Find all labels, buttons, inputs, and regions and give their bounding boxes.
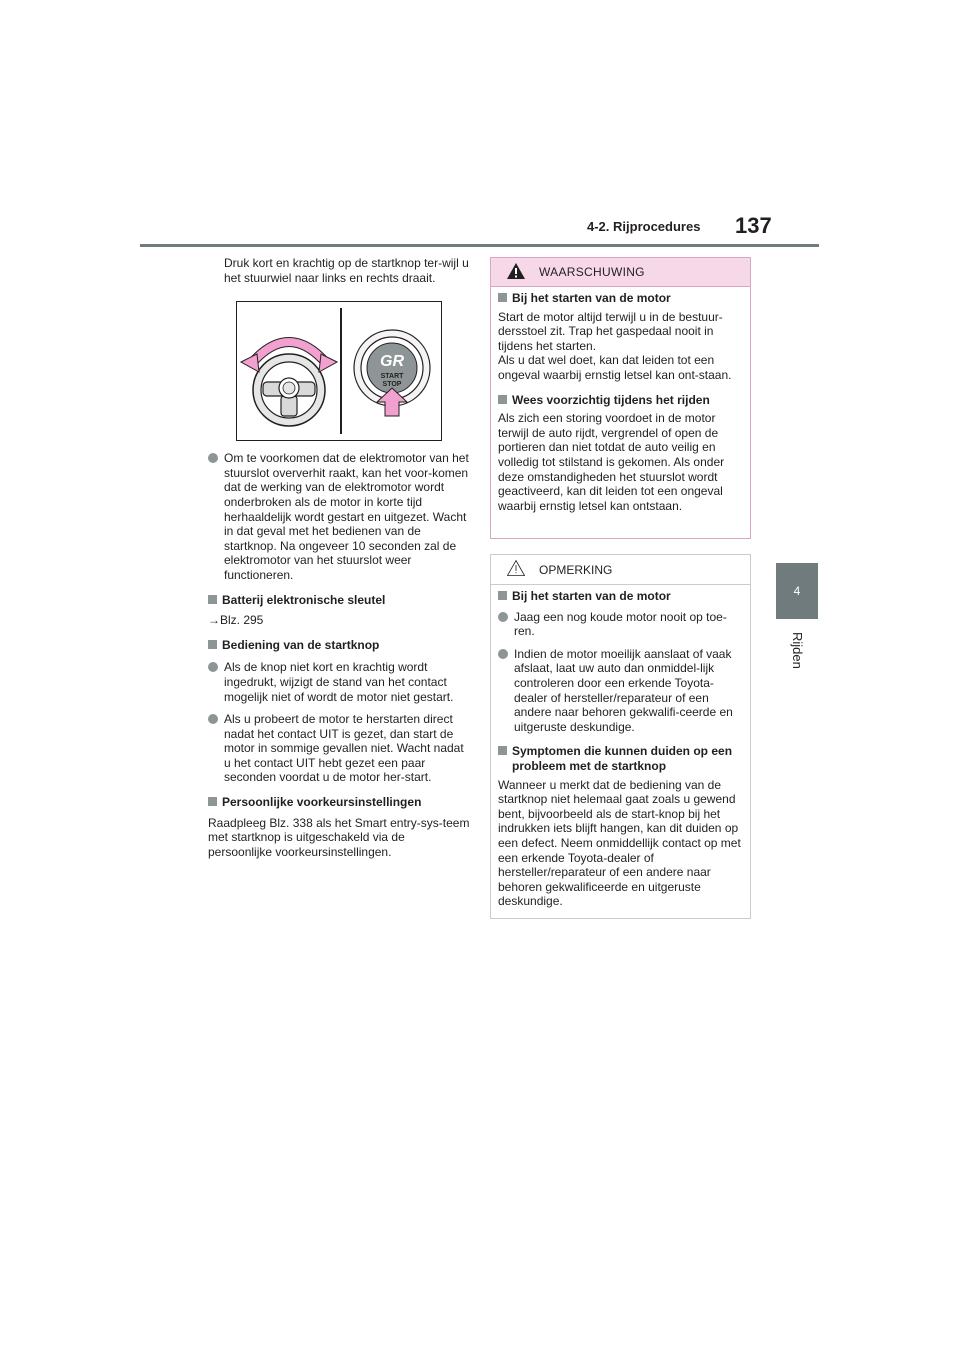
intro-paragraph: Druk kort en krachtig op de startknop ter-wijl u het stuurwiel naar links en rechts draait. [224, 256, 469, 285]
body-paragraph: Wanneer u merkt dat de bediening van de startknop niet helemaal gaat zoals u gewend bent, bijvoorbeeld als de start-knop bij het indrukken iets blijft hangen, kan dit duiden op een defect. Neem onmiddellijk contact op met een erkende Toyota-dealer of hersteller/reparateur of een andere naar behoren gekwalificeerde en uitgeruste deskundige. [498, 777, 741, 909]
heading-text: Bediening van de startknop [222, 637, 380, 652]
bullet-text: Als de knop niet kort en krachtig wordt ingedrukt, wijzigt de stand van het contact mogelijk niet of wordt de motor niet gestart. [224, 660, 454, 704]
chapter-label: Rijden [790, 632, 805, 669]
bullet-dot-icon [498, 612, 508, 622]
start-stop-button-icon [349, 320, 435, 430]
caution-outline-icon [506, 559, 526, 577]
body-paragraph: Raadpleeg Blz. 338 als het Smart entry-sys-teem met startknop is uitgeschakeld via de persoonlijke voorkeursinstellingen. [208, 815, 470, 859]
bullet-text: Als u probeert de motor te herstarten direct nadat het contact UIT is gezet, dan start de motor in sommige gevallen niet. Wacht nadat u het contact UIT hebt gezet een paar seconden voordat u de motor her-start. [224, 712, 464, 785]
warning-triangle-icon [506, 262, 526, 280]
bullet-dot-icon [208, 714, 218, 724]
list-item [498, 610, 742, 639]
square-bullet-icon [208, 797, 217, 806]
square-bullet-icon [498, 293, 507, 302]
heading-text: Symptomen die kunnen duiden op een probleem met de startknop [512, 744, 733, 773]
square-bullet-icon [498, 395, 507, 404]
section-title: 4-2. Rijprocedures [587, 219, 701, 234]
square-bullet-icon [498, 591, 507, 600]
page-reference-link[interactable]: →Blz. 295 [208, 613, 264, 628]
warning-box [490, 257, 751, 539]
section-heading [208, 638, 470, 653]
bullet-text: Jaag een nog koude motor nooit op toe-ren. [514, 609, 727, 639]
note-header [491, 555, 750, 585]
section-heading [498, 589, 742, 604]
warning-header [491, 258, 750, 287]
warning-title: WAARSCHUWING [539, 265, 645, 279]
section-heading [498, 393, 742, 408]
heading-text: Bij het starten van de motor [512, 291, 671, 305]
heading-text: Bij het starten van de motor [512, 589, 671, 603]
note-box [490, 554, 751, 919]
body-paragraph: Start de motor altijd terwijl u in de bestuur-dersstoel zit. Trap het gaspedaal nooit in tijdens het starten. [498, 309, 723, 353]
square-bullet-icon [208, 640, 217, 649]
list-item [498, 647, 742, 735]
button-text-stop: STOP [382, 381, 402, 389]
note-title: OPMERKING [539, 563, 613, 577]
bullet-text: Om te voorkomen dat de elektromotor van het stuurslot oververhit raakt, kan het voor-komen dat de werking van de elektromotor wordt onderbroken als de motor in korte tijd herhaaldelijk wordt gestart en uitgezet. Wacht in dat geval met het bedienen van de startknop. Na ongeveer 10 seconden zal de elektromotor van het stuurslot weer functioneren. [224, 451, 469, 582]
section-heading [498, 291, 742, 306]
heading-text: Batterij elektronische sleutel [222, 592, 386, 607]
bullet-dot-icon [498, 649, 508, 659]
list-item [208, 712, 470, 785]
square-bullet-icon [208, 595, 217, 604]
left-column [208, 256, 470, 859]
list-item [208, 451, 470, 582]
page-number: 137 [735, 213, 772, 238]
svg-text:GR: GR [380, 353, 404, 371]
heading-text: Wees voorzichtig tijdens het rijden [512, 392, 710, 407]
heading-text: Persoonlijke voorkeursinstellingen [222, 795, 422, 810]
section-heading [208, 795, 470, 810]
body-paragraph: Als u dat wel doet, kan dat leiden tot een ongeval waarbij ernstig letsel kan ont-staan. [498, 353, 732, 382]
body-paragraph: Als zich een storing voordoet in de motor terwijl de auto rijdt, vergrendel of open de portieren dan niet totdat de auto veilig en volledig tot stilstand is gekomen. Als onder deze omstandigheden het stuurslot wordt geactiveerd, kan dit leiden tot een ongeval waarbij ernstig letsel kan ontstaan. [498, 411, 725, 513]
bullet-text: Indien de motor moeilijk aanslaat of vaak afslaat, laat uw auto dan onmiddel-lijk controleren door een erkende Toyota-dealer of hersteller/reparateur of een andere naar behoren gekwalifi-ceerde en uitgeruste deskundige. [514, 646, 733, 734]
list-item [208, 660, 470, 704]
chapter-tab: 4 [776, 563, 818, 619]
figure-divider [340, 308, 342, 434]
section-heading [208, 593, 470, 608]
bullet-dot-icon [208, 453, 218, 463]
start-button-illustration [236, 301, 442, 441]
square-bullet-icon [498, 746, 507, 755]
section-heading [498, 744, 742, 773]
header-rule [140, 244, 819, 247]
note-body [491, 585, 750, 909]
bullet-dot-icon [208, 662, 218, 672]
button-text-start: START [380, 373, 404, 381]
warning-body [491, 287, 750, 513]
